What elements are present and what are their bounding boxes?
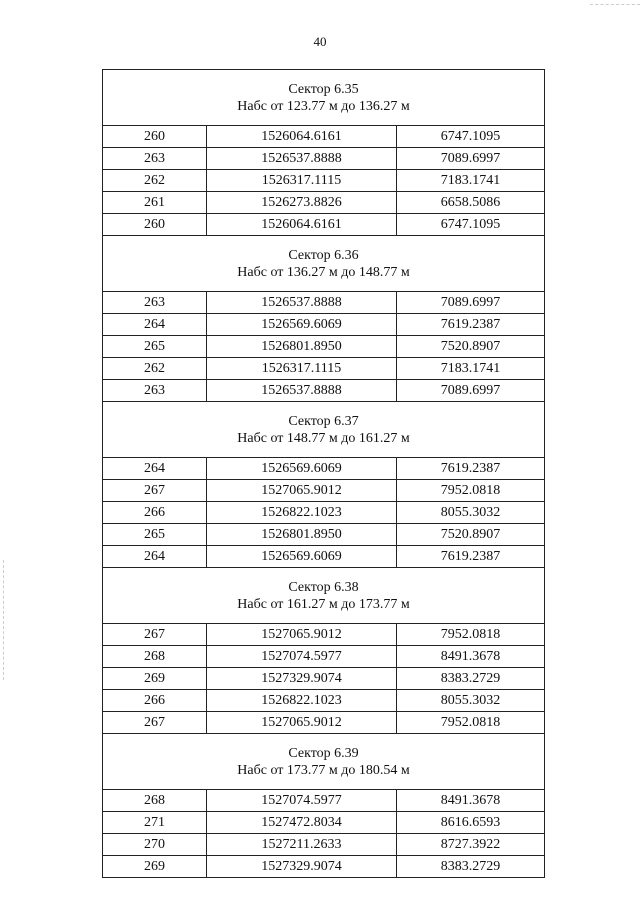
- y-coordinate-cell: 7183.1741: [397, 170, 545, 192]
- x-coordinate-cell: 1526801.8950: [207, 336, 397, 358]
- sector-title: Сектор 6.37: [288, 414, 359, 429]
- sector-header-cell: [103, 402, 545, 458]
- sector-header-row: [103, 734, 545, 790]
- point-number-cell: 266: [103, 690, 207, 712]
- scan-edge-artifact: [3, 560, 5, 680]
- y-coordinate-cell: 6658.5086: [397, 192, 545, 214]
- table-row: [103, 480, 545, 502]
- table-row: [103, 126, 545, 148]
- table-row: [103, 502, 545, 524]
- y-coordinate-cell: 7952.0818: [397, 712, 545, 734]
- y-coordinate-cell: 6747.1095: [397, 214, 545, 236]
- x-coordinate-cell: 1526569.6069: [207, 314, 397, 336]
- x-coordinate-cell: 1527065.9012: [207, 712, 397, 734]
- x-coordinate-cell: 1526537.8888: [207, 292, 397, 314]
- sector-header-cell: [103, 236, 545, 292]
- coordinates-table-body: [103, 70, 545, 878]
- table-row: [103, 690, 545, 712]
- table-row: [103, 812, 545, 834]
- x-coordinate-cell: 1527329.9074: [207, 856, 397, 878]
- point-number-cell: 267: [103, 712, 207, 734]
- x-coordinate-cell: 1526273.8826: [207, 192, 397, 214]
- x-coordinate-cell: 1526317.1115: [207, 170, 397, 192]
- y-coordinate-cell: 7619.2387: [397, 458, 545, 480]
- point-number-cell: 260: [103, 214, 207, 236]
- point-number-cell: 265: [103, 524, 207, 546]
- sector-header-row: [103, 402, 545, 458]
- point-number-cell: 268: [103, 790, 207, 812]
- x-coordinate-cell: 1527074.5977: [207, 790, 397, 812]
- x-coordinate-cell: 1527211.2633: [207, 834, 397, 856]
- y-coordinate-cell: 7520.8907: [397, 524, 545, 546]
- sector-header-row: [103, 568, 545, 624]
- coordinates-table: [102, 69, 545, 878]
- y-coordinate-cell: 7089.6997: [397, 380, 545, 402]
- y-coordinate-cell: 7089.6997: [397, 292, 545, 314]
- table-row: [103, 624, 545, 646]
- point-number-cell: 265: [103, 336, 207, 358]
- y-coordinate-cell: 7619.2387: [397, 546, 545, 568]
- sector-title: Сектор 6.38: [288, 580, 359, 595]
- sector-title: Сектор 6.35: [288, 82, 359, 97]
- sector-height-range: Набс от 148.77 м до 161.27 м: [237, 431, 410, 446]
- table-row: [103, 358, 545, 380]
- table-row: [103, 292, 545, 314]
- y-coordinate-cell: 8383.2729: [397, 856, 545, 878]
- x-coordinate-cell: 1527065.9012: [207, 480, 397, 502]
- point-number-cell: 264: [103, 546, 207, 568]
- sector-header-cell: [103, 734, 545, 790]
- x-coordinate-cell: 1527065.9012: [207, 624, 397, 646]
- table-row: [103, 834, 545, 856]
- table-row: [103, 380, 545, 402]
- point-number-cell: 269: [103, 668, 207, 690]
- sector-header-row: [103, 70, 545, 126]
- table-row: [103, 546, 545, 568]
- point-number-cell: 266: [103, 502, 207, 524]
- x-coordinate-cell: 1526569.6069: [207, 458, 397, 480]
- point-number-cell: 263: [103, 292, 207, 314]
- sector-title: Сектор 6.39: [288, 746, 359, 761]
- table-row: [103, 336, 545, 358]
- y-coordinate-cell: 8055.3032: [397, 502, 545, 524]
- table-row: [103, 646, 545, 668]
- table-row: [103, 856, 545, 878]
- sector-height-range: Набс от 173.77 м до 180.54 м: [237, 763, 410, 778]
- table-row: [103, 790, 545, 812]
- point-number-cell: 268: [103, 646, 207, 668]
- x-coordinate-cell: 1526317.1115: [207, 358, 397, 380]
- table-row: [103, 314, 545, 336]
- sector-height-range: Набс от 136.27 м до 148.77 м: [237, 265, 410, 280]
- table-row: [103, 712, 545, 734]
- y-coordinate-cell: 7089.6997: [397, 148, 545, 170]
- sector-header-row: [103, 236, 545, 292]
- x-coordinate-cell: 1526569.6069: [207, 546, 397, 568]
- y-coordinate-cell: 7183.1741: [397, 358, 545, 380]
- x-coordinate-cell: 1527329.9074: [207, 668, 397, 690]
- point-number-cell: 262: [103, 358, 207, 380]
- point-number-cell: 264: [103, 458, 207, 480]
- page-number: 40: [313, 34, 327, 49]
- point-number-cell: 263: [103, 148, 207, 170]
- y-coordinate-cell: 7520.8907: [397, 336, 545, 358]
- table-row: [103, 192, 545, 214]
- point-number-cell: 264: [103, 314, 207, 336]
- y-coordinate-cell: 8616.6593: [397, 812, 545, 834]
- sector-header-cell: [103, 568, 545, 624]
- x-coordinate-cell: 1527074.5977: [207, 646, 397, 668]
- x-coordinate-cell: 1527472.8034: [207, 812, 397, 834]
- y-coordinate-cell: 8383.2729: [397, 668, 545, 690]
- y-coordinate-cell: 8491.3678: [397, 646, 545, 668]
- x-coordinate-cell: 1526537.8888: [207, 148, 397, 170]
- y-coordinate-cell: 6747.1095: [397, 126, 545, 148]
- point-number-cell: 269: [103, 856, 207, 878]
- point-number-cell: 267: [103, 624, 207, 646]
- x-coordinate-cell: 1526822.1023: [207, 690, 397, 712]
- table-row: [103, 668, 545, 690]
- table-row: [103, 524, 545, 546]
- point-number-cell: 267: [103, 480, 207, 502]
- point-number-cell: 271: [103, 812, 207, 834]
- y-coordinate-cell: 8491.3678: [397, 790, 545, 812]
- x-coordinate-cell: 1526801.8950: [207, 524, 397, 546]
- y-coordinate-cell: 7952.0818: [397, 624, 545, 646]
- sector-title: Сектор 6.36: [288, 248, 359, 263]
- sector-header-cell: [103, 70, 545, 126]
- y-coordinate-cell: 8055.3032: [397, 690, 545, 712]
- point-number-cell: 270: [103, 834, 207, 856]
- x-coordinate-cell: 1526064.6161: [207, 126, 397, 148]
- x-coordinate-cell: 1526064.6161: [207, 214, 397, 236]
- point-number-cell: 261: [103, 192, 207, 214]
- y-coordinate-cell: 8727.3922: [397, 834, 545, 856]
- table-row: [103, 458, 545, 480]
- y-coordinate-cell: 7952.0818: [397, 480, 545, 502]
- table-row: [103, 214, 545, 236]
- sector-height-range: Набс от 123.77 м до 136.27 м: [237, 99, 410, 114]
- x-coordinate-cell: 1526537.8888: [207, 380, 397, 402]
- x-coordinate-cell: 1526822.1023: [207, 502, 397, 524]
- y-coordinate-cell: 7619.2387: [397, 314, 545, 336]
- table-row: [103, 170, 545, 192]
- scan-edge-artifact: [590, 4, 640, 6]
- point-number-cell: 262: [103, 170, 207, 192]
- point-number-cell: 260: [103, 126, 207, 148]
- sector-height-range: Набс от 161.27 м до 173.77 м: [237, 597, 410, 612]
- point-number-cell: 263: [103, 380, 207, 402]
- table-row: [103, 148, 545, 170]
